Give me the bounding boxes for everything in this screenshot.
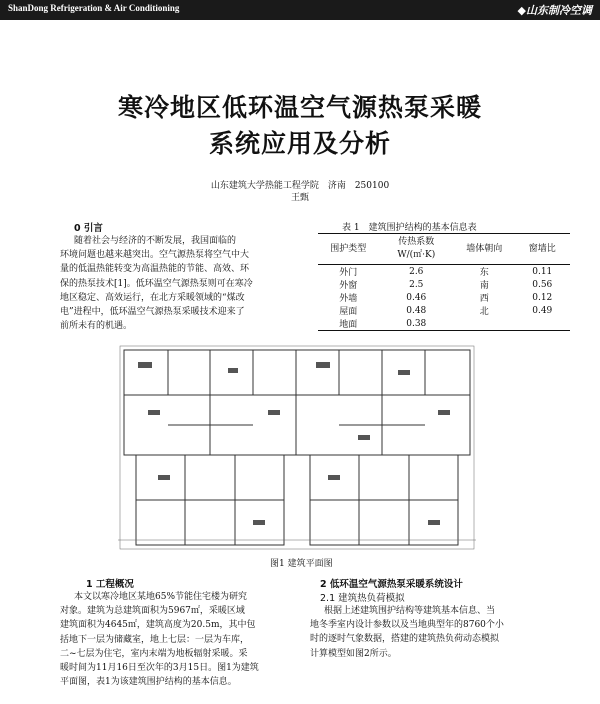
table-header: 墙体朝向 xyxy=(454,234,514,265)
design-paragraph xyxy=(310,604,558,661)
text-line: 地冬季室内设计参数以及当地典型年的8760个小 xyxy=(310,620,504,631)
table-cell: 地面 xyxy=(318,317,378,331)
table-cell: 屋面 xyxy=(339,307,358,317)
table-row xyxy=(318,265,570,279)
section-heading-design: 2 低环温空气源热泵采暖系统设计 xyxy=(320,579,463,590)
table-row xyxy=(318,291,570,304)
table-cell: 0.56 xyxy=(532,279,553,290)
table-row xyxy=(318,278,570,291)
table-row xyxy=(318,304,570,317)
figure-caption: 图1 建筑平面图 xyxy=(270,559,333,569)
table-header: 窗墙比 xyxy=(515,234,570,265)
table-cell: 0.46 xyxy=(406,292,427,303)
table-cell: 外窗 xyxy=(339,281,358,291)
table-cell xyxy=(454,317,514,331)
text-line: 对象。建筑为总建筑面积为5967㎡，采暖区域 xyxy=(60,606,245,617)
text-line: 保的热泵技术[1]。低环温空气源热泵则可在寒冷 xyxy=(60,278,253,289)
section-heading-intro: 0 引言 xyxy=(74,223,103,234)
table-cell xyxy=(515,317,570,331)
text-line: 根据上述建筑围护结构等建筑基本信息、当 xyxy=(324,606,496,616)
plan-upper-block xyxy=(124,350,470,455)
table-cell: 南 xyxy=(479,281,489,291)
text-line: 建筑面积为4645㎡，建筑高度为20.5m，其中包 xyxy=(60,620,256,631)
section-heading-overview: 1 工程概况 xyxy=(86,579,134,590)
table-header: 传热系数 W/(㎡·K) xyxy=(378,234,454,265)
subsection-heading: 2.1 建筑热负荷模拟 xyxy=(320,593,405,604)
paper-title-line2: 系统应用及分析 xyxy=(208,129,391,158)
floor-plan-figure xyxy=(118,340,476,553)
overview-paragraph xyxy=(60,590,300,689)
paper-title-line1: 寒冷地区低环温空气源热泵采暖 xyxy=(117,93,482,122)
text-line: 时的逐时气象数据，搭建的建筑热负荷动态模拟 xyxy=(310,634,500,645)
table-cell: 0.11 xyxy=(532,266,553,277)
envelope-table xyxy=(318,233,570,331)
text-line: 电”进程中，低环温空气源热泵采暖技术迎来了 xyxy=(60,307,245,318)
table-header: 围护类型 xyxy=(318,234,378,265)
table-cell: 0.48 xyxy=(406,305,427,316)
table-cell: 北 xyxy=(479,307,489,317)
text-line: 前所未有的机遇。 xyxy=(60,321,133,332)
text-line: 量的低温热能转变为高温热能的节能、高效、环 xyxy=(60,264,250,275)
table-row xyxy=(318,317,570,331)
text-line: 平面图，表1为该建筑围护结构的基本信息。 xyxy=(60,677,237,688)
text-line: 环境问题也越来越突出。空气源热泵将空气中大 xyxy=(60,250,250,261)
intro-paragraph xyxy=(60,234,300,333)
text-line: 二~七层为住宅，室内末端为地板辐射采暖。采 xyxy=(60,648,248,659)
table-cell: 2.6 xyxy=(409,266,424,277)
table-cell: 0.12 xyxy=(532,292,553,303)
journal-name-en: ShanDong Refrigeration & Air Conditioning xyxy=(8,3,180,13)
text-line: 本文以寒冷地区某地65%节能住宅楼为研究 xyxy=(74,592,248,602)
table-cell: 外门 xyxy=(339,268,358,278)
text-line: 地区稳定、高效运行，在北方采暖领域的“煤改 xyxy=(60,292,245,303)
text-line: 暖时间为11月16日至次年的3月15日。图1为建筑 xyxy=(60,663,259,674)
table-cell: 0.49 xyxy=(532,305,553,316)
text-line: 计算模型如图2所示。 xyxy=(310,648,397,659)
table-caption: 表 1 建筑围护结构的基本信息表 xyxy=(342,223,477,233)
journal-header xyxy=(0,0,600,20)
table-cell: 东 xyxy=(479,268,489,278)
table-cell: 2.5 xyxy=(409,279,424,290)
table-cell: 0.38 xyxy=(378,317,454,331)
table-cell: 外墙 xyxy=(339,294,358,304)
affiliation: 山东建筑大学热能工程学院 济南 250100 xyxy=(210,181,390,191)
text-line: 括地下一层为储藏室，地上七层：一层为车库， xyxy=(60,634,250,645)
author: 王甄 xyxy=(290,193,309,203)
text-line: 随着社会与经济的不断发展，我国面临的 xyxy=(74,236,237,246)
journal-name-cn: ◆山东制冷空调 xyxy=(517,4,592,17)
table-cell: 西 xyxy=(479,294,489,304)
